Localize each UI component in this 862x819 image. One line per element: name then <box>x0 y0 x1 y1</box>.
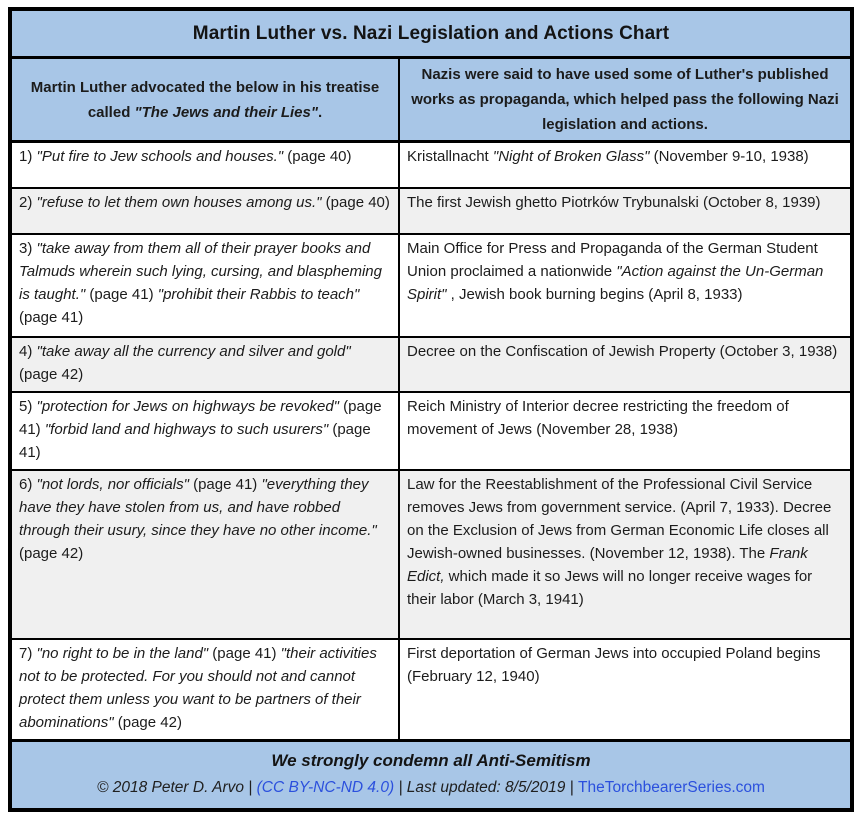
copyright-line <box>20 779 842 797</box>
text-segment: "forbid land and highways to such usurers" <box>44 421 329 438</box>
nazi-action-cell <box>400 338 850 391</box>
text-segment: "not lords, nor officials" <box>36 476 189 493</box>
text-segment: © 2018 Peter D. Arvo | <box>97 779 257 796</box>
table-row <box>12 338 850 393</box>
text-segment: (page 40) <box>321 194 390 211</box>
table-body <box>12 143 850 739</box>
text-segment: (November 9-10, 1938) <box>649 148 809 165</box>
text-segment: (page 41) <box>188 476 262 493</box>
text-segment: Main Office for Press and Propaganda of the German Student Union proclaimed a nationwide <box>407 240 818 280</box>
text-segment: Frank Edict, <box>407 545 808 585</box>
nazi-action-cell <box>400 471 850 638</box>
text-segment: (page 42) <box>19 545 84 562</box>
torchbearer-link[interactable]: TheTorchbearerSeries.com <box>578 779 765 796</box>
table-row <box>12 471 850 640</box>
text-segment: Martin Luther advocated the below in his treatise called <box>30 78 380 121</box>
text-segment: Reich Ministry of Interior decree restricting the freedom of movement of Jews (November 28, 1938) <box>407 398 789 438</box>
text-segment: (page 42) <box>113 714 182 731</box>
nazi-action-cell <box>400 393 850 469</box>
text-segment: First deportation of German Jews into occupied Poland begins (February 12, 1940) <box>407 645 821 685</box>
luther-quote-cell <box>12 393 400 469</box>
luther-quote-cell <box>12 189 400 233</box>
text-segment: 4) <box>19 343 37 360</box>
text-segment: (page 41) <box>208 645 281 662</box>
text-segment: Nazis were said to have used some of Luther's published works as propaganda, which helped pass the following Nazi legislation and actions. <box>411 66 839 133</box>
table-row <box>12 189 850 235</box>
footer <box>12 739 850 808</box>
luther-quote-cell <box>12 471 400 638</box>
text-segment: (page 41) <box>85 286 158 303</box>
luther-quote-cell <box>12 640 400 739</box>
table-row <box>12 143 850 189</box>
page-title: Martin Luther vs. Nazi Legislation and Actions Chart <box>12 11 850 59</box>
text-segment: "take away from them all of their prayer books and Talmuds wherein such lying, cursing, and blaspheming is taught." <box>19 240 382 303</box>
condemnation-statement: We strongly condemn all Anti-Semitism <box>271 751 591 770</box>
text-segment: "prohibit their Rabbis to teach" <box>157 286 360 303</box>
text-segment: "everything they have they have stolen from us, and have robbed through their usury, since they have no other income." <box>19 476 377 539</box>
text-segment: which made it so Jews will no longer receive wages for their labor (March 3, 1941) <box>407 568 813 608</box>
table-row <box>12 393 850 471</box>
column-header-luther-text <box>19 75 391 125</box>
text-segment: 6) <box>19 476 37 493</box>
column-headers <box>12 59 850 143</box>
text-segment: | Last updated: 8/5/2019 | <box>394 779 578 796</box>
text-segment: (page 41) <box>19 309 84 326</box>
text-segment: . <box>317 103 323 121</box>
text-segment: Law for the Reestablishment of the Professional Civil Service removes Jews from government service. (April 7, 1933). Decree on the Exclusion of Jews from German Economic Life closes all Jewish-owned businesses. (November 12, 1938). The <box>407 476 832 562</box>
luther-quote-cell <box>12 235 400 336</box>
column-header-nazi-text <box>407 62 843 137</box>
text-segment: 5) <box>19 398 37 415</box>
text-segment: The first Jewish ghetto Piotrków Trybunalski (October 8, 1939) <box>407 194 821 211</box>
luther-quote-cell <box>12 143 400 187</box>
text-segment: , Jewish book burning begins (April 8, 1933) <box>446 286 743 303</box>
text-segment: (page 40) <box>283 148 352 165</box>
text-segment: "Put fire to Jew schools and houses." <box>36 148 284 165</box>
text-segment: (page 42) <box>19 366 84 383</box>
table-row <box>12 235 850 338</box>
text-segment: "protection for Jews on highways be revoked" <box>36 398 339 415</box>
text-segment: (page 41) <box>19 421 371 461</box>
text-segment: 7) <box>19 645 37 662</box>
text-segment: 1) <box>19 148 37 165</box>
text-segment: (page 41) <box>19 398 382 438</box>
nazi-action-cell <box>400 143 850 187</box>
text-segment: "The Jews and their Lies" <box>134 103 318 121</box>
text-segment: "take away all the currency and silver and gold" <box>36 343 351 360</box>
cc-license-link[interactable]: (CC BY-NC-ND 4.0) <box>256 779 395 796</box>
text-segment: 3) <box>19 240 37 257</box>
table-row <box>12 640 850 739</box>
text-segment: "Action against the Un-German Spirit" <box>407 263 824 303</box>
text-segment: Kristallnacht <box>407 148 493 165</box>
nazi-action-cell <box>400 640 850 739</box>
column-header-nazi <box>400 59 850 140</box>
text-segment: "their activities not to be protected. For you should not and cannot protect them unless you want to be partners of their abominations" <box>19 645 377 731</box>
text-segment: "no right to be in the land" <box>36 645 209 662</box>
text-segment: "refuse to let them own houses among us." <box>36 194 322 211</box>
text-segment: 2) <box>19 194 37 211</box>
text-segment: "Night of Broken Glass" <box>492 148 650 165</box>
comparison-chart <box>8 7 854 812</box>
nazi-action-cell <box>400 235 850 336</box>
luther-quote-cell <box>12 338 400 391</box>
column-header-luther <box>12 59 400 140</box>
nazi-action-cell <box>400 189 850 233</box>
text-segment: Decree on the Confiscation of Jewish Property (October 3, 1938) <box>407 343 838 360</box>
